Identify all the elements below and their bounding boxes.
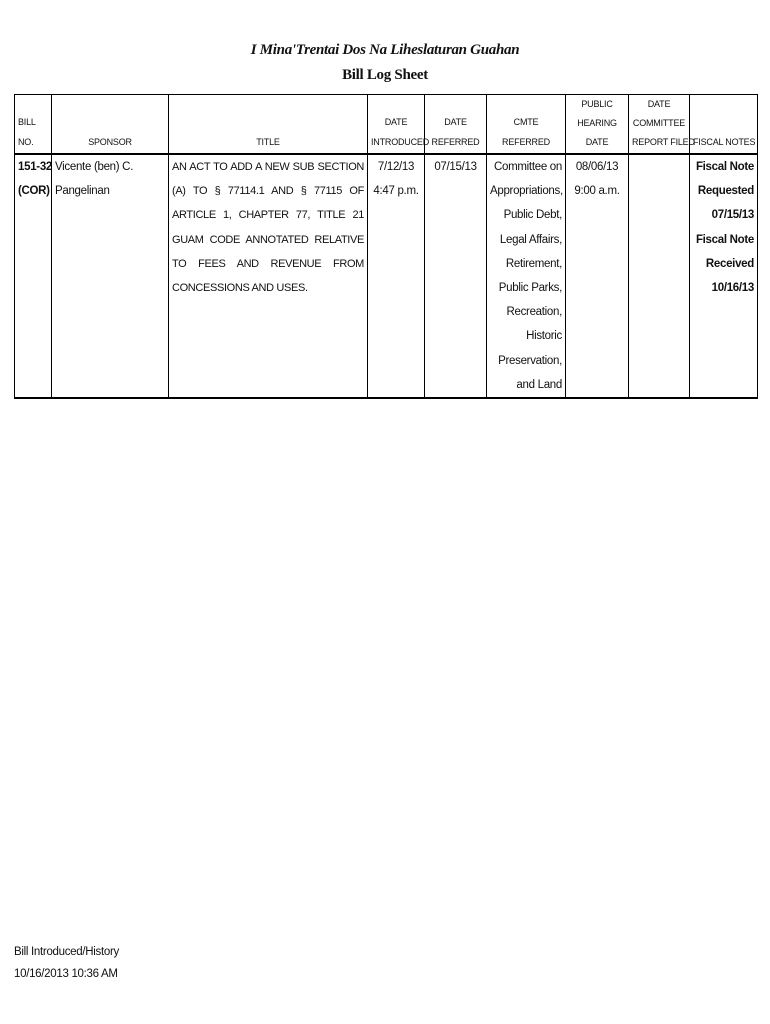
cell-sponsor: Vicente (ben) C. Pangelinan (52, 154, 169, 398)
col-header-public-hearing-date: PUBLIC HEARING DATE (566, 95, 629, 155)
legislature-title: I Mina'Trentai Dos Na Liheslaturan Guahan (250, 42, 520, 58)
col-header-title: TITLE (169, 95, 368, 155)
bill-title-text: AN ACT TO ADD A NEW SUB SECTION (A) TO § 77114.1 AND § 77115 OF ARTICLE 1, CHAPTER 77, TITLE 21 GUAM CODE ANNOTATED RELATIVE TO FEES AND REVENUE FROM CONCESSIONS AND USES. (172, 161, 364, 295)
sheet-title: Bill Log Sheet (342, 67, 428, 83)
col-header-date-introduced: DATE INTRODUCED (368, 95, 425, 155)
cell-cmte-referred: Committee on Appropriations, Public Debt, Legal Affairs, Retirement, Public Parks, Recreation, Historic Preservation, and Land (487, 154, 566, 398)
footer-timestamp: 10/16/2013 10:36 AM (14, 968, 118, 980)
col-header-bill-no: BILL NO. (15, 95, 52, 155)
bill-log-table (14, 94, 758, 399)
cell-date-introduced: 7/12/13 4:47 p.m. (368, 154, 425, 398)
cell-public-hearing-date: 08/06/13 9:00 a.m. (566, 154, 629, 398)
col-header-cmte-referred: CMTE REFERRED (487, 95, 566, 155)
footer-label: Bill Introduced/History (14, 946, 119, 958)
cell-fiscal-notes: Fiscal Note Requested 07/15/13 Fiscal Note Received 10/16/13 (690, 154, 758, 398)
cell-title (169, 154, 368, 398)
cell-committee-report-filed (629, 154, 690, 398)
cell-date-referred: 07/15/13 (425, 154, 487, 398)
col-header-fiscal-notes: FISCAL NOTES (690, 95, 758, 155)
table-row (15, 154, 758, 398)
col-header-sponsor: SPONSOR (52, 95, 169, 155)
cell-bill-no: 151-32 (COR) (15, 154, 52, 398)
col-header-committee-report-filed: DATE COMMITTEE REPORT FILED (629, 95, 690, 155)
header-row (15, 95, 758, 155)
col-header-date-referred: DATE REFERRED (425, 95, 487, 155)
